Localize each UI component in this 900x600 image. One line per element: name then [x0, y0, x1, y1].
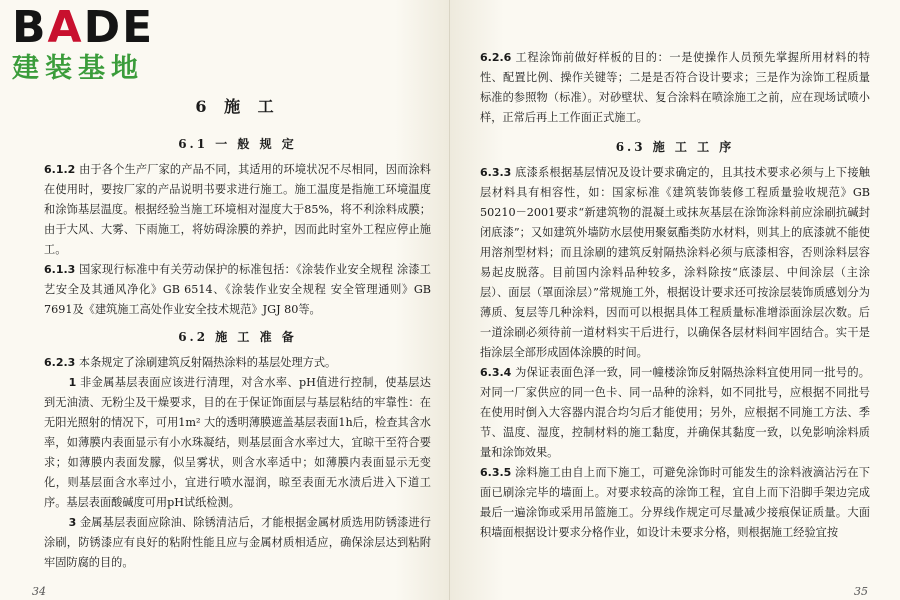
item-text: 金属基层表面应除油、除锈清洁后，才能根据金属材质选用防锈漆进行涂刷，防锈漆应有良好的粘附性能且应与金属材质相适应，确保涂层达到粘附牢固防腐的目的。: [44, 516, 431, 569]
clause-6-3-3: [480, 163, 870, 363]
clause-number: 6.1.3: [44, 263, 76, 276]
item-number: 1: [68, 376, 77, 389]
clause-number: 6.2.3: [44, 356, 76, 369]
clause-number: 6.2.6: [480, 51, 512, 64]
clause-text: 工程涂饰前做好样板的目的：一是使操作人员预先掌握所用材料的特性、配置比例、操作关键等；二是是否符合设计要求；三是作为涂饰工程质量标准的参照物（标准）。对砂壁状、复合涂料在喷涂施工之前，应在现场试喷小样，正常后再上工作面正式施工。: [480, 51, 870, 124]
clause-number: 6.1.2: [44, 163, 76, 176]
logo-chinese-text: 建装基地: [12, 53, 144, 84]
item-number: 3: [68, 516, 77, 529]
bade-logo: [12, 2, 182, 88]
clause-number: 6.3.4: [480, 366, 512, 379]
right-page: [450, 0, 900, 600]
page-number-left: 34: [32, 585, 46, 598]
page-number-right: 35: [854, 585, 868, 598]
clause-text: 为保证表面色泽一致，同一幢楼涂饰反射隔热涂料宜使用同一批号的。对同一厂家供应的同一色卡、同一品种的涂料，如不同批号，应根据不同批号在使用时倒入大容器内混合均匀后才能使用；另外，应根据不同施工方法、季节、温度、湿度，控制材料的施工黏度，并确保其黏度一致，以免影响涂料质量和涂饰效果。: [480, 366, 870, 459]
clause-number: 6.3.5: [480, 466, 512, 479]
clause-text: 本条规定了涂刷建筑反射隔热涂料的基层处理方式。: [78, 356, 337, 369]
clause-6-2-6: [480, 48, 870, 128]
clause-text: 由于各个生产厂家的产品不同，其适用的环境状况不尽相同，因而涂料在使用时，要按厂家的产品说明书要求进行施工。施工温度是指施工环境温度和涂饰基层温度。根据经验当施工环境相对湿度大于85%，将不利涂料成膜；由于大风、大雾、下雨施工，将妨碍涂膜的养护，因而此时室外工程应停止施工。: [44, 163, 431, 256]
section-title-6-3: 6.3 施 工 工 序: [615, 140, 735, 154]
section-title-6-1: 6.1 一 般 规 定: [178, 137, 297, 151]
section-title-6-2: 6.2 施 工 准 备: [178, 330, 297, 344]
clause-item-3: [44, 513, 431, 573]
clause-text: 国家现行标准中有关劳动保护的标准包括：《涂装作业安全规程 涂漆工艺安全及其通风净化》GB 6514、《涂装作业安全规程 安全管理通则》GB 7691及《建筑施工高处作业安全技术规范》JGJ 80等。: [44, 263, 431, 316]
clause-6-2-3: [44, 353, 431, 373]
clause-text: 底漆系根据基层情况及设计要求确定的，且其技术要求必须与上下接触层材料具有相容性，如：国家标准《建筑装饰装修工程质量验收规范》GB 50210－2001要求“新建筑物的混凝土或抹灰基层在涂饰涂料前应涂刷抗碱封闭底漆”；又如建筑外墙防水层使用聚氨酯类防水材料，则其上的底漆就不能使用溶剂型材料；而且涂刷的建筑反射隔热涂料必须与底漆相容，否则涂料层容易起皮脱落。目前国内涂料品种较多，涂料除按“底漆层、中间涂层（主涂层）、面层（罩面涂层）”常规施工外，根据设计要求还可按涂层装饰质感划分为薄质、复层等几种涂料，因而可以根据具体工程质量标准增添面涂层次数。后一道涂刷必须待前一道材料实干后进行，以确保各层材料间牢固结合。实干是指涂层全部形成固体涂膜的时间。: [480, 166, 870, 359]
clause-6-1-3: [44, 260, 431, 320]
clause-item-1: [44, 373, 431, 513]
clause-text: 涂料施工由自上而下施工，可避免涂饰时可能发生的涂料液滴沾污在下面已刷涂完毕的墙面上。对要求较高的涂饰工程，宜自上而下沿脚手架边完成最后一遍涂饰或采用吊篮施工。分界线作规定可尽量减少接痕保证质量。大面积墙面根据设计要求分格作业，如设计未要求分格，则根据施工经验宜按: [480, 466, 870, 539]
clause-6-3-4: [480, 363, 870, 463]
clause-number: 6.3.3: [480, 166, 512, 179]
chapter-title: 6 施 工: [195, 97, 280, 116]
clause-6-3-5: [480, 463, 870, 543]
clause-6-1-2: [44, 160, 431, 260]
logo-latin-text: BADE: [12, 2, 155, 53]
item-text: 非金属基层表面应该进行清理，对含水率、pH值进行控制，使基层达到无油渍、无粉尘及干燥要求，目的在于保证饰面层与基层粘结的牢靠性：在无阳光照射的情况下，可用1m² 大的透明薄膜遮盖基层表面1h后，检查其含水率，如薄膜内表面显示有小水珠凝结，则基层面含水率过大，宜晾干至符合要求；如薄膜内表面发朦，似呈雾状，则含水率适中；如薄膜内表面显示无变化，则基层面含水率过小，宜进行喷水湿润，晾至表面无水渍后进入下道工序。基层表面酸碱度可用pH试纸检测。: [44, 376, 431, 509]
